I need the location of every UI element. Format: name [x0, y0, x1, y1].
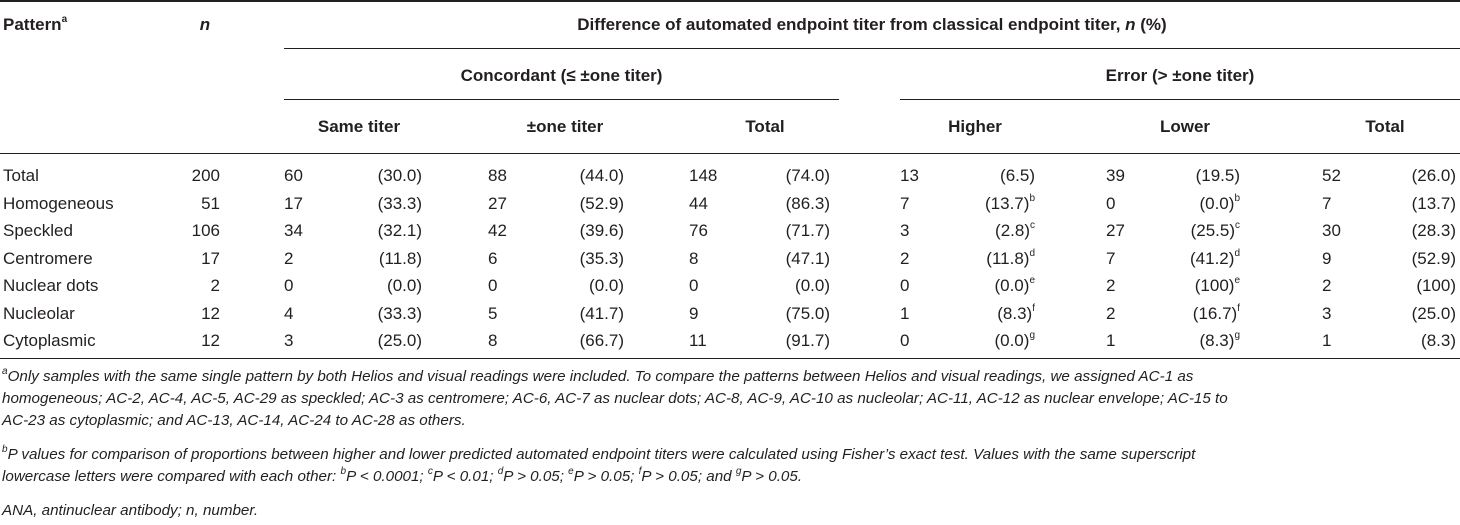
cell-te-n: 52: [1322, 166, 1341, 185]
cell-lo-n: 2: [1106, 303, 1116, 323]
cell-pattern: Centromere: [3, 248, 93, 268]
cell-hi-p: (6.5): [1000, 166, 1035, 185]
cell-lo-p: $(25.5)^c$: [1190, 220, 1240, 240]
concordant-rule: [284, 99, 839, 100]
cell-same-p: (11.8): [378, 248, 422, 268]
cell-hi-n: 0: [900, 276, 910, 295]
cell-same-p: (33.3): [377, 193, 422, 213]
pattern-header: Pattern$^a$: [3, 14, 68, 34]
cell-n: 12: [201, 331, 220, 350]
cell-tc-p: (0.0): [795, 276, 830, 295]
cell-hi-p: $(0.0)^e$: [994, 275, 1035, 295]
cell-te-p: (100): [1416, 276, 1456, 295]
significance-superscript: g: [1234, 330, 1240, 342]
cell-hi-n: 1: [900, 303, 910, 323]
n-header: n: [199, 15, 211, 34]
cell-same-p: (30.0): [377, 166, 422, 185]
cell-hi-n: 13: [900, 166, 919, 185]
cell-same-n: 17: [284, 193, 303, 213]
cell-same-p: (33.3): [377, 303, 422, 323]
cell-one-p: (39.6): [579, 221, 624, 240]
significance-superscript: c: [1030, 220, 1035, 232]
cell-te-n: 30: [1322, 221, 1341, 240]
cell-lo-n: 1: [1106, 331, 1116, 350]
cell-tc-n: 76: [689, 221, 708, 240]
cell-te-n: 9: [1322, 248, 1332, 268]
cell-same-p: (0.0): [387, 276, 422, 295]
cell-hi-p: $(11.8)^d$: [986, 247, 1035, 268]
cell-one-n: 0: [488, 276, 498, 295]
cell-te-n: 2: [1322, 276, 1332, 295]
cell-lo-p: (19.5): [1195, 166, 1240, 185]
cell-same-n: 0: [284, 276, 294, 295]
cell-hi-p: $(8.3)^f$: [997, 302, 1035, 323]
higher-header: Higher: [948, 117, 1002, 136]
cell-one-p: (35.3): [579, 248, 624, 268]
cell-hi-p: $(0.0)^g$: [994, 330, 1035, 350]
significance-superscript: e: [1029, 275, 1035, 287]
cell-one-n: 88: [488, 166, 507, 185]
cell-hi-p: $(2.8)^c$: [995, 220, 1035, 240]
cell-te-p: (25.0): [1411, 303, 1456, 323]
cell-lo-p: $(41.2)^d$: [1190, 247, 1240, 268]
cell-hi-n: 7: [900, 193, 910, 213]
error-rule: [900, 99, 1460, 100]
diff-title: Difference of automated endpoint titer from classical endpoint titer, n (%): [577, 15, 1167, 34]
cell-same-p: (25.0): [377, 331, 422, 350]
cell-pattern: Speckled: [3, 221, 73, 240]
cell-one-n: 8: [488, 331, 498, 350]
cell-one-n: 5: [488, 303, 498, 323]
cell-pattern: Nucleolar: [3, 303, 75, 323]
cell-one-n: 27: [488, 193, 507, 213]
cell-one-p: (52.9): [579, 193, 624, 213]
total-concordant-header: Total: [745, 117, 785, 136]
cell-tc-p: (47.1): [785, 248, 830, 268]
cell-same-n: 4: [284, 303, 294, 323]
cell-te-p: (52.9): [1411, 248, 1456, 268]
cell-one-p: (44.0): [579, 166, 624, 185]
cell-te-p: (8.3): [1421, 331, 1456, 350]
cell-pattern: Cytoplasmic: [3, 331, 96, 350]
table-top-rule: [0, 0, 1460, 2]
significance-superscript: f: [1032, 302, 1035, 314]
cell-same-n: 2: [284, 248, 294, 268]
diff-title-rule: [284, 48, 1460, 49]
cell-te-p: (26.0): [1411, 166, 1456, 185]
cell-one-n: 42: [488, 221, 507, 240]
cell-tc-n: 11: [689, 331, 707, 350]
cell-n: 12: [201, 303, 220, 323]
cell-lo-n: 0: [1106, 193, 1116, 213]
cell-lo-p: $(8.3)^g$: [1199, 330, 1240, 350]
significance-superscript: b: [1029, 192, 1035, 204]
cell-one-n: 6: [488, 248, 498, 268]
cell-same-p: (32.1): [377, 221, 422, 240]
cell-lo-p: $(16.7)^f$: [1192, 302, 1240, 323]
cell-lo-n: 7: [1106, 248, 1116, 268]
significance-superscript: f: [1237, 302, 1240, 314]
cell-pattern: Homogeneous: [3, 193, 114, 213]
cell-tc-n: 8: [689, 248, 699, 268]
total-error-header: Total: [1365, 117, 1405, 136]
table-bottom-rule: [0, 358, 1460, 359]
cell-n: 200: [191, 166, 220, 185]
footnote-a: $^a$Only samples with the same single pattern by both Helios and visual readings were included. To compare the patterns between Helios and visual readings, we assigned AC-1 as homogeneous; AC-2, AC-4, AC-5, AC-29 as speckled; AC-3 as centromere; AC-6, AC-7 as nuclear dots; AC-8, AC-9, AC-10 as nucleolar; AC-11, AC-12 as nuclear envelope; AC-15 to AC-23 as cytoplasmic; and AC-13, AC-14, AC-24 to AC-28 as others.: [2, 365, 1228, 429]
significance-superscript: d: [1029, 247, 1035, 259]
cell-same-n: 34: [284, 221, 303, 240]
footnote-abbreviations: ANA, antinuclear antibody; n, number.: [2, 502, 259, 519]
cell-tc-p: (74.0): [785, 166, 830, 185]
cell-te-p: (28.3): [1411, 221, 1456, 240]
cell-hi-n: 2: [900, 248, 910, 268]
cell-tc-p: (71.7): [785, 221, 830, 240]
cell-same-n: 3: [284, 331, 294, 350]
cell-hi-n: 3: [900, 221, 910, 240]
one-titer-header: ±one titer: [526, 117, 604, 136]
cell-tc-n: 148: [689, 166, 718, 185]
cell-same-n: 60: [284, 166, 303, 185]
cell-lo-p: $(0.0)^b$: [1199, 192, 1240, 213]
cell-pattern: Nuclear dots: [3, 276, 99, 295]
cell-lo-n: 27: [1106, 221, 1125, 240]
cell-one-p: (41.7): [579, 303, 624, 323]
significance-superscript: d: [1234, 247, 1240, 259]
cell-tc-n: 44: [689, 193, 708, 213]
cell-n: 51: [201, 193, 220, 213]
cell-hi-n: 0: [900, 331, 910, 350]
header-bottom-rule: [0, 153, 1460, 154]
significance-superscript: c: [1235, 220, 1240, 232]
error-header: Error (> ±one titer): [1105, 66, 1255, 85]
cell-pattern: Total: [3, 166, 39, 185]
cell-one-p: (0.0): [589, 276, 624, 295]
cell-tc-p: (86.3): [785, 193, 830, 213]
cell-te-n: 1: [1322, 331, 1332, 350]
cell-lo-n: 39: [1106, 166, 1125, 185]
cell-n: 2: [210, 276, 220, 295]
cell-te-n: 3: [1322, 303, 1332, 323]
cell-tc-n: 9: [689, 303, 699, 323]
concordant-header: Concordant (≤ ±one titer): [460, 66, 663, 85]
cell-hi-p: $(13.7)^b$: [985, 192, 1035, 213]
lower-header: Lower: [1159, 117, 1211, 136]
cell-tc-p: (75.0): [785, 303, 830, 323]
footnote-b: $^b$P values for comparison of proportions between higher and lower predicted automated endpoint titers were calculated using Fisher’s exact test. Values with the same superscript lowercase letters were compared with each other: $^b$P < 0.0001; $^c$P < 0.01; $^d$P > 0.05; $^e$P > 0.05; $^f$P > 0.05; and $^g$P > 0.05.: [2, 443, 1196, 485]
cell-tc-n: 0: [689, 276, 699, 295]
cell-lo-n: 2: [1106, 276, 1116, 295]
cell-one-p: (66.7): [579, 331, 624, 350]
cell-lo-p: $(100)^e$: [1194, 275, 1240, 295]
significance-superscript: g: [1029, 330, 1035, 342]
cell-tc-p: (91.7): [785, 331, 830, 350]
cell-te-n: 7: [1322, 193, 1332, 213]
cell-te-p: (13.7): [1411, 193, 1456, 213]
significance-superscript: e: [1234, 275, 1240, 287]
cell-n: 17: [201, 248, 220, 268]
same-titer-header: Same titer: [317, 117, 401, 136]
cell-n: 106: [191, 221, 220, 240]
significance-superscript: b: [1234, 192, 1240, 204]
